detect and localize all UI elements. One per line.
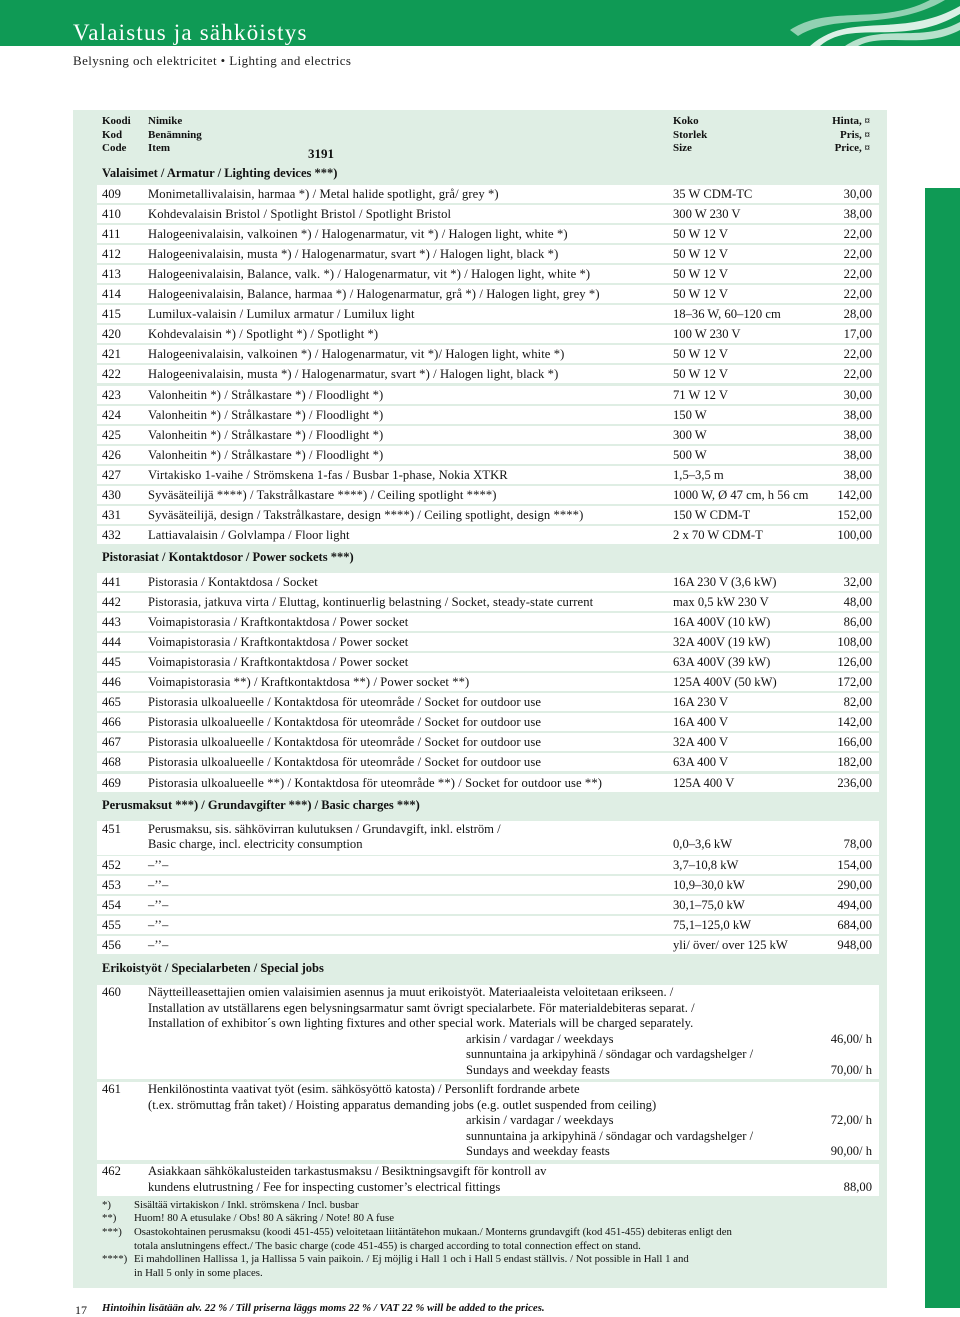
row-price: 290,00: [837, 877, 872, 892]
rate-holidays: sunnuntaina ja arkipyhinä / söndagar och vardagshelger /: [466, 1047, 754, 1061]
footnote-text: Sisältää virtakiskon / Inkl. strömskena / Incl. busbar: [134, 1199, 359, 1211]
table-row: [97, 205, 879, 223]
row-price: 17,00: [843, 327, 872, 342]
row-item: Monimetallivalaisin, harmaa *) / Metal halide spotlight, grå/ grey *): [148, 186, 499, 201]
row-item: Pistorasia ulkoalueelle **) / Kontaktdosa för uteområde **) / Socket for outdoor use **): [148, 775, 603, 790]
row-price: 22,00: [843, 367, 872, 382]
row-price: 30,00: [843, 387, 872, 402]
table-row: [97, 985, 879, 1079]
table-row: [97, 426, 879, 444]
table-row: [97, 693, 879, 711]
footnote-text: Osastokohtainen perusmaksu (koodi 451-455) veloitetaan liitäntätehon mukaan./ Monterns grundavgift (kod 451-455) debiteras enligt den: [134, 1226, 732, 1238]
row-size: 35 W CDM-TC: [673, 186, 753, 201]
row-price: 22,00: [843, 287, 872, 301]
row-code: 430: [102, 488, 121, 502]
footnote-text: totala anslutningens effect./ The basic charge (code 451-455) is charged according to total connection effect on stand.: [134, 1240, 641, 1252]
row-size: 2 x 70 W CDM-T: [673, 528, 763, 543]
row-code: 452: [102, 857, 121, 872]
row-item: Voimapistorasia / Kraftkontaktdosa / Power socket: [148, 634, 409, 649]
row-price: 22,00: [843, 226, 872, 241]
table-row: [97, 446, 879, 464]
row-price: 154,00: [837, 857, 872, 872]
table-row: [97, 1164, 879, 1196]
row-size: 1,5–3,5 m: [673, 467, 724, 482]
rate-holidays: Sundays and weekday feasts: [466, 1062, 610, 1077]
rate-holidays: sunnuntaina ja arkipyhinä / söndagar och vardagshelger /: [466, 1128, 754, 1143]
row-item: Installation of exhibitor´s own lighting fixtures and other special work. Materials will be charged separately.: [148, 1016, 694, 1030]
row-code: 421: [102, 347, 121, 362]
column-header-price: Hinta, ¤ Pris, ¤ Price, ¤: [832, 115, 870, 155]
row-code: 414: [102, 287, 121, 301]
row-price: 72,00/ h: [830, 1113, 872, 1127]
row-item: Pistorasia ulkoalueelle / Kontaktdosa för uteområde / Socket for outdoor use: [148, 735, 542, 750]
row-item: Kohdevalaisin *) / Spotlight *) / Spotlight *): [148, 327, 379, 342]
row-price: 38,00: [843, 467, 872, 482]
row-code: 415: [102, 307, 121, 322]
row-size: 16A 400V (10 kW): [673, 614, 771, 629]
row-size: 50 W 12 V: [673, 367, 728, 382]
footnote-mark: *): [102, 1199, 111, 1211]
section-basic-charges: Perusmaksut ***) / Grundavgifter ***) / Basic charges ***): [102, 798, 420, 812]
row-size: 50 W 12 V: [673, 266, 728, 281]
column-header-code: Koodi Kod Code: [102, 115, 131, 155]
row-size: 300 W 230 V: [673, 206, 741, 221]
table-row: [97, 526, 879, 544]
footnote-text: Ei mahdollinen Hallissa 1, ja Hallissa 5 vain paikoin. / Ej möjlig i Hall 1 och i Hall 5 endast ställvis. / Not possible in Hall 1 and: [134, 1253, 689, 1265]
row-code: 454: [102, 897, 121, 912]
row-item: –’’–: [148, 897, 169, 912]
row-size: max 0,5 kW 230 V: [673, 594, 769, 609]
row-code: 411: [102, 226, 121, 241]
page-code: 3191: [308, 146, 334, 161]
row-code: 423: [102, 387, 121, 402]
row-price: 28,00: [843, 307, 872, 322]
row-size: 100 W 230 V: [673, 327, 741, 342]
row-item: Lattiavalaisin / Golvlampa / Floor light: [148, 528, 350, 543]
wave-decoration-icon: [790, 0, 960, 46]
row-item: Installation av utställarens egen belysningsarmatur samt övrigt specialarbete. För materialdebiteras separat. /: [148, 1000, 695, 1015]
row-code: 442: [102, 594, 121, 609]
row-item: Valonheitin *) / Strålkastare *) / Floodlight *): [148, 447, 384, 462]
row-code: 456: [102, 937, 121, 952]
row-size: 10,9–30,0 kW: [673, 877, 745, 892]
row-item: Perusmaksu, sis. sähkövirran kulutuksen / Grundavgift, inkl. elström /: [148, 822, 501, 836]
row-item: Voimapistorasia **) / Kraftkontaktdosa **) / Power socket **): [148, 675, 470, 689]
row-code: 422: [102, 367, 121, 382]
row-price: 142,00: [837, 488, 872, 502]
section-special-jobs: Erikoistyöt / Specialarbeten / Special jobs: [102, 961, 324, 975]
table-row: [97, 325, 879, 343]
row-price: 32,00: [843, 574, 872, 589]
table-row: [97, 1082, 879, 1160]
footnote-text: Huom! 80 A etusulake / Obs! 80 A säkring / Note! 80 A fuse: [134, 1212, 395, 1224]
row-item: kundens elutrustning / Fee for inspecting customer’s electrical fittings: [148, 1179, 501, 1194]
row-size: 50 W 12 V: [673, 347, 728, 362]
table-row: [97, 653, 879, 671]
row-size: 63A 400V (39 kW): [673, 654, 771, 669]
row-size: 1000 W, Ø 47 cm, h 56 cm: [673, 488, 809, 502]
row-item: Valonheitin *) / Strålkastare *) / Floodlight *): [148, 407, 384, 422]
row-item: Lumilux-valaisin / Lumilux armatur / Lumilux light: [148, 307, 415, 322]
column-header-item: Nimike Benämning Item: [148, 115, 202, 155]
row-price: 78,00: [843, 837, 872, 851]
row-size: 50 W 12 V: [673, 246, 728, 261]
row-size: 125A 400V (50 kW): [673, 675, 777, 689]
row-item: Kohdevalaisin Bristol / Spotlight Bristol / Spotlight Bristol: [148, 206, 452, 221]
table-row: [97, 486, 879, 504]
row-code: 445: [102, 654, 121, 669]
row-code: 427: [102, 467, 121, 482]
header-bar: [0, 0, 960, 46]
row-size: 500 W: [673, 447, 707, 462]
row-item: Halogeenivalaisin, musta *) / Halogenarmatur, svart *) / Halogen light, black *): [148, 246, 559, 261]
row-price: 142,00: [837, 715, 872, 730]
row-item: –’’–: [148, 877, 169, 892]
table-row: [97, 225, 879, 243]
row-item: Pistorasia ulkoalueelle / Kontaktdosa för uteområde / Socket for outdoor use: [148, 695, 542, 710]
row-item: Pistorasia, jatkuva virta / Eluttag, kontinuerlig belastning / Socket, steady-state current: [148, 594, 594, 609]
table-row: [97, 345, 879, 363]
row-item: Näytteilleasettajien omien valaisimien asennus ja muut erikoistyöt. Materiaaleista veloitetaan erikseen. /: [148, 985, 674, 999]
row-price: 90,00/ h: [830, 1144, 872, 1158]
row-code: 453: [102, 877, 121, 892]
row-code: 451: [102, 822, 121, 836]
row-code: 413: [102, 266, 121, 281]
row-price: 684,00: [837, 917, 872, 932]
table-row: [97, 305, 879, 323]
row-price: 82,00: [843, 695, 872, 710]
row-item: Halogeenivalaisin, valkoinen *) / Halogenarmatur, vit *) / Halogen light, white *): [148, 226, 568, 241]
row-price: 22,00: [843, 246, 872, 261]
row-size: 32A 400V (19 kW): [673, 634, 771, 649]
row-code: 446: [102, 675, 121, 689]
row-price: 948,00: [837, 937, 872, 952]
row-item: Halogeenivalaisin, musta *) / Halogenarmatur, svart *) / Halogen light, black *): [148, 367, 559, 382]
table-row: [97, 856, 879, 874]
table-row: [97, 613, 879, 631]
row-item: Valonheitin *) / Strålkastare *) / Floodlight *): [148, 387, 384, 402]
row-price: 46,00/ h: [830, 1031, 872, 1046]
row-code: 461: [102, 1082, 121, 1096]
table-row: [97, 386, 879, 404]
row-size: 32A 400 V: [673, 735, 729, 750]
table-row: [97, 916, 879, 934]
row-item: Voimapistorasia / Kraftkontaktdosa / Power socket: [148, 614, 409, 629]
table-row: [97, 506, 879, 524]
row-code: 424: [102, 407, 121, 422]
row-price: 88,00: [843, 1179, 872, 1194]
row-size: 300 W: [673, 427, 707, 442]
page-subtitle: Belysning och elektricitet • Lighting and electrics: [73, 53, 352, 68]
row-item: Pistorasia / Kontaktdosa / Socket: [148, 574, 318, 589]
rate-weekdays: arkisin / vardagar / weekdays: [466, 1113, 614, 1127]
row-code: 426: [102, 447, 121, 462]
rate-holidays: Sundays and weekday feasts: [466, 1144, 610, 1158]
row-price: 38,00: [843, 447, 872, 462]
row-size: 125A 400 V: [673, 775, 735, 790]
row-size: 30,1–75,0 kW: [673, 897, 745, 912]
row-code: 469: [102, 775, 121, 790]
row-price: 172,00: [837, 675, 872, 689]
table-row: [97, 774, 879, 792]
footnote-mark: **): [102, 1212, 117, 1224]
row-price: 38,00: [843, 427, 872, 442]
row-size: 50 W 12 V: [673, 226, 728, 241]
row-price: 48,00: [843, 594, 872, 609]
table-row: [97, 265, 879, 283]
row-code: 465: [102, 695, 121, 710]
row-price: 126,00: [837, 654, 872, 669]
row-item: Pistorasia ulkoalueelle / Kontaktdosa för uteområde / Socket for outdoor use: [148, 755, 542, 770]
row-code: 432: [102, 528, 121, 543]
row-item: Voimapistorasia / Kraftkontaktdosa / Power socket: [148, 654, 409, 669]
row-code: 443: [102, 614, 121, 629]
row-size: 75,1–125,0 kW: [673, 917, 752, 932]
rate-weekdays: arkisin / vardagar / weekdays: [466, 1031, 614, 1046]
row-code: 462: [102, 1164, 121, 1178]
table-row: [97, 896, 879, 914]
row-code: 467: [102, 735, 121, 750]
row-item: Syväsäteilijä, design / Takstrålkastare, design ****) / Ceiling spotlight, design ****): [148, 508, 584, 523]
row-code: 455: [102, 917, 121, 932]
table-row: [97, 633, 879, 651]
row-code: 420: [102, 327, 121, 342]
row-code: 409: [102, 186, 121, 201]
row-code: 460: [102, 985, 121, 999]
section-sockets: Pistorasiat / Kontaktdosor / Power sockets ***): [102, 550, 354, 564]
row-price: 38,00: [843, 206, 872, 221]
row-size: 150 W: [673, 407, 707, 422]
row-price: 108,00: [837, 634, 872, 649]
row-price: 182,00: [837, 755, 872, 770]
table-row: [97, 406, 879, 424]
row-code: 431: [102, 508, 121, 523]
row-item: –’’–: [148, 917, 169, 932]
footnote-text: in Hall 5 only in some places.: [134, 1267, 263, 1279]
table-row: [97, 185, 879, 203]
table-row: [97, 821, 879, 855]
row-size: 0,0–3,6 kW: [673, 837, 733, 851]
row-item: Basic charge, incl. electricity consumption: [148, 837, 363, 851]
row-size: 18–36 W, 60–120 cm: [673, 307, 781, 322]
row-price: 70,00/ h: [830, 1062, 872, 1077]
table-row: [97, 876, 879, 894]
footnote-mark: ***): [102, 1226, 122, 1238]
row-item: Halogeenivalaisin, Balance, valk. *) / Halogenarmatur, vit *) / Halogen light, white *): [148, 266, 591, 281]
row-code: 441: [102, 574, 121, 589]
row-size: yli/ över/ over 125 kW: [673, 937, 788, 952]
row-size: 150 W CDM-T: [673, 508, 751, 523]
row-item: Henkilönostinta vaativat työt (esim. sähkösyöttö katosta) / Personlift fordrande arbete: [148, 1082, 580, 1096]
table-row: [97, 673, 879, 691]
section-lighting: Valaisimet / Armatur / Lighting devices ***): [102, 166, 338, 180]
row-item: Syväsäteilijä ****) / Takstrålkastare ****) / Ceiling spotlight ****): [148, 488, 497, 502]
table-row: [97, 733, 879, 751]
row-code: 425: [102, 427, 121, 442]
row-price: 100,00: [837, 528, 872, 543]
row-code: 444: [102, 634, 121, 649]
row-item: Pistorasia ulkoalueelle / Kontaktdosa för uteområde / Socket for outdoor use: [148, 715, 542, 730]
table-row: [97, 753, 879, 771]
row-size: 16A 230 V: [673, 695, 729, 710]
row-code: 412: [102, 246, 121, 261]
row-item: Halogeenivalaisin, Balance, harmaa *) / Halogenarmatur, grå *) / Halogen light, grey *): [148, 287, 600, 301]
table-row: [97, 713, 879, 731]
table-row: [97, 573, 879, 591]
row-size: 63A 400 V: [673, 755, 729, 770]
row-price: 30,00: [843, 186, 872, 201]
row-item: Valonheitin *) / Strålkastare *) / Floodlight *): [148, 427, 384, 442]
table-row: [97, 593, 879, 611]
row-code: 468: [102, 755, 121, 770]
row-price: 86,00: [843, 614, 872, 629]
row-code: 466: [102, 715, 121, 730]
row-item: Halogeenivalaisin, valkoinen *) / Halogenarmatur, vit *)/ Halogen light, white *): [148, 347, 565, 362]
row-size: 71 W 12 V: [673, 387, 728, 402]
row-price: 494,00: [837, 897, 872, 912]
table-row: [97, 466, 879, 484]
row-size: 16A 230 V (3,6 kW): [673, 574, 777, 589]
row-price: 166,00: [837, 735, 872, 750]
vat-note: Hintoihin lisätään alv. 22 % / Till priserna läggs moms 22 % / VAT 22 % will be added to the prices.: [102, 1302, 545, 1314]
row-price: 236,00: [837, 775, 872, 790]
footnote-mark: ****): [102, 1253, 128, 1265]
row-item: Virtakisko 1-vaihe / Strömskena 1-fas / Busbar 1-phase, Nokia XTKR: [148, 467, 508, 482]
row-item: Asiakkaan sähkökalusteiden tarkastusmaksu / Besiktningsavgift för kontroll av: [148, 1164, 547, 1178]
row-code: 410: [102, 206, 121, 221]
row-price: 22,00: [843, 266, 872, 281]
row-item: (t.ex. strömuttag från taket) / Hoisting apparatus demanding jobs (e.g. outlet suspended from ceiling): [148, 1097, 657, 1112]
row-price: 152,00: [837, 508, 872, 523]
row-size: 16A 400 V: [673, 715, 729, 730]
table-row: [97, 936, 879, 954]
row-price: 38,00: [843, 407, 872, 422]
table-row: [97, 245, 879, 263]
page-number: 17: [75, 1303, 87, 1317]
row-price: 22,00: [843, 347, 872, 362]
side-tab: [925, 188, 960, 1308]
page-title: Valaistus ja sähköistys: [73, 20, 308, 45]
row-size: 3,7–10,8 kW: [673, 857, 739, 872]
table-row: [97, 285, 879, 303]
row-item: –’’–: [148, 937, 169, 952]
table-row: [97, 365, 879, 383]
column-header-size: Koko Storlek Size: [673, 115, 708, 155]
row-item: –’’–: [148, 857, 169, 872]
row-size: 50 W 12 V: [673, 287, 728, 301]
